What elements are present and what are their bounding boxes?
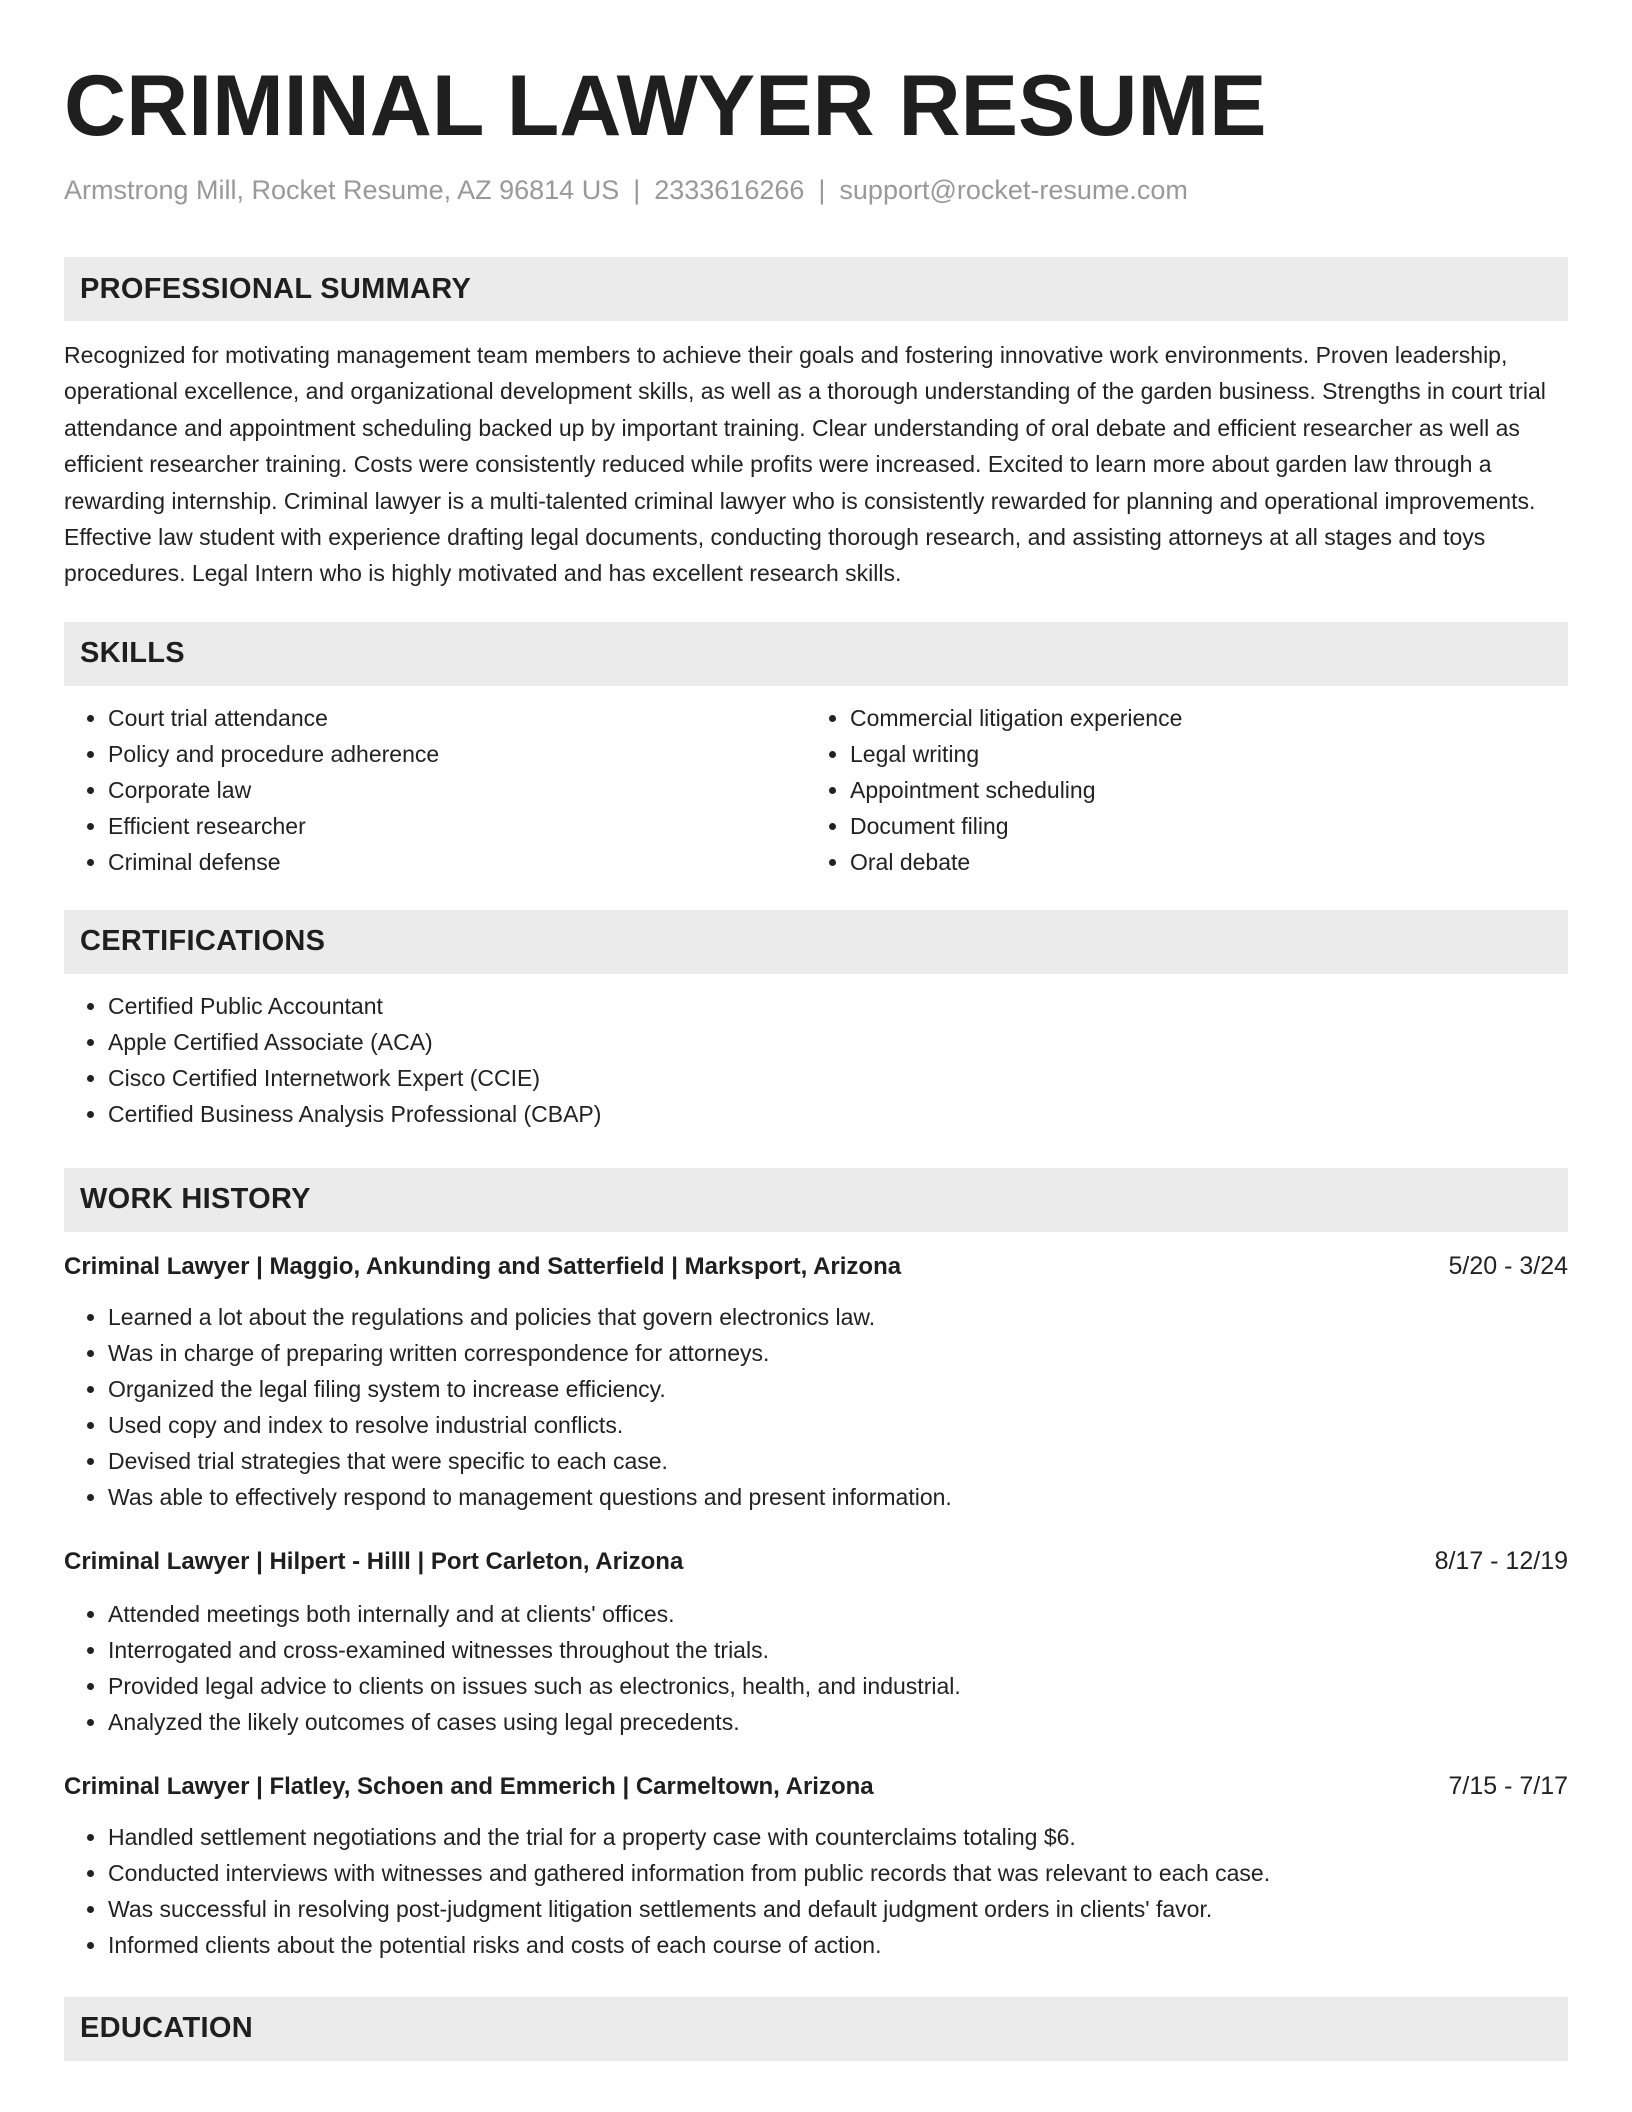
- skills-grid: [64, 700, 1568, 880]
- skills-list-right: [806, 700, 1548, 880]
- job-bullet: • Used copy and index to resolve industrial conflicts.: [108, 1407, 1568, 1443]
- skill-item: • Court trial attendance: [108, 700, 806, 736]
- skills-section-title: SKILLS: [80, 637, 185, 670]
- job-dates: 8/17 - 12/19: [1434, 1546, 1568, 1575]
- job-bullet: • Interrogated and cross-examined witnesses throughout the trials.: [108, 1632, 1568, 1668]
- summary-section-header: [64, 257, 1568, 321]
- job-bullet: • Was successful in resolving post-judgment litigation settlements and default judgment orders in clients' favor.: [108, 1891, 1568, 1927]
- job-bullet: • Analyzed the likely outcomes of cases using legal precedents.: [108, 1704, 1568, 1740]
- skill-item: • Efficient researcher: [108, 808, 806, 844]
- job-bullet: • Attended meetings both internally and at clients' offices.: [108, 1596, 1568, 1632]
- job-entry: [64, 1250, 1568, 1515]
- skills-section-header: [64, 622, 1568, 686]
- email: support@rocket-resume.com: [839, 175, 1188, 205]
- summary-section-title: PROFESSIONAL SUMMARY: [80, 272, 472, 305]
- job-heading: Criminal Lawyer | Flatley, Schoen and Emmerich | Carmeltown, Arizona: [64, 1772, 874, 1800]
- job-bullet: • Was in charge of preparing written correspondence for attorneys.: [108, 1335, 1568, 1371]
- job-bullet: • Organized the legal filing system to increase efficiency.: [108, 1371, 1568, 1407]
- contact-line: [64, 174, 1568, 206]
- job-header: [64, 1545, 1568, 1578]
- job-bullet: • Devised trial strategies that were specific to each case.: [108, 1443, 1568, 1479]
- certifications-section-header: [64, 910, 1568, 974]
- skills-list-left: [64, 700, 806, 880]
- certifications-list: [64, 988, 1568, 1132]
- skills-column-left: [64, 700, 806, 880]
- job-bullets: [64, 1596, 1568, 1740]
- contact-separator: |: [633, 175, 641, 205]
- skill-item: • Policy and procedure adherence: [108, 736, 806, 772]
- certification-item: • Certified Business Analysis Professional (CBAP): [108, 1096, 1568, 1132]
- skill-item: • Criminal defense: [108, 844, 806, 880]
- work-section-title: WORK HISTORY: [80, 1183, 311, 1216]
- work-section-header: [64, 1168, 1568, 1232]
- job-heading: Criminal Lawyer | Hilpert - Hilll | Port Carleton, Arizona: [64, 1547, 684, 1575]
- job-dates: 7/15 - 7/17: [1448, 1771, 1568, 1800]
- skill-item: • Corporate law: [108, 772, 806, 808]
- job-bullet: • Informed clients about the potential risks and costs of each course of action.: [108, 1927, 1568, 1963]
- skill-item: • Appointment scheduling: [850, 772, 1548, 808]
- resume-title: CRIMINAL LAWYER RESUME: [64, 58, 1267, 154]
- job-header: [64, 1250, 1568, 1283]
- job-bullets: [64, 1819, 1568, 1963]
- address: Armstrong Mill, Rocket Resume, AZ 96814 US: [64, 175, 620, 205]
- job-bullet: • Conducted interviews with witnesses and gathered information from public records that was relevant to each case.: [108, 1855, 1568, 1891]
- skills-column-right: [806, 700, 1548, 880]
- education-section-title: EDUCATION: [80, 2012, 253, 2045]
- phone: 2333616266: [654, 175, 805, 205]
- job-bullet: • Provided legal advice to clients on issues such as electronics, health, and industrial.: [108, 1668, 1568, 1704]
- job-dates: 5/20 - 3/24: [1448, 1251, 1568, 1280]
- certification-item: • Apple Certified Associate (ACA): [108, 1024, 1568, 1060]
- job-entry: [64, 1545, 1568, 1740]
- skill-item: • Oral debate: [850, 844, 1548, 880]
- skill-item: • Legal writing: [850, 736, 1548, 772]
- skill-item: • Document filing: [850, 808, 1548, 844]
- certifications-section-title: CERTIFICATIONS: [80, 925, 326, 958]
- contact-separator: |: [818, 175, 826, 205]
- job-bullet: • Was able to effectively respond to management questions and present information.: [108, 1479, 1568, 1515]
- job-heading: Criminal Lawyer | Maggio, Ankunding and Satterfield | Marksport, Arizona: [64, 1252, 902, 1280]
- education-section-header: [64, 1997, 1568, 2061]
- job-entry: [64, 1770, 1568, 1963]
- job-header: [64, 1770, 1568, 1803]
- skill-item: • Commercial litigation experience: [850, 700, 1548, 736]
- job-bullet: • Learned a lot about the regulations and policies that govern electronics law.: [108, 1299, 1568, 1335]
- job-bullets: [64, 1299, 1568, 1515]
- summary-text: Recognized for motivating management team members to achieve their goals and fostering innovative work environments. Proven leadership, operational excellence, and organizational development skills, as well as a thorough understanding of the garden business. Strengths in court trial attendance and appointment scheduling backed up by important training. Clear understanding of oral debate and efficient researcher as well as efficient researcher training. Costs were consistently reduced while profits were increased. Excited to learn more about garden law through a rewarding internship. Criminal lawyer is a multi-talented criminal lawyer who is consistently rewarded for planning and operational improvements. Effective law student with experience drafting legal documents, conducting thorough research, and assisting attorneys at all stages and toys procedures. Legal Intern who is highly motivated and has excellent research skills.: [64, 342, 1546, 587]
- certification-item: • Cisco Certified Internetwork Expert (CCIE): [108, 1060, 1568, 1096]
- certification-item: • Certified Public Accountant: [108, 988, 1568, 1024]
- job-bullet: • Handled settlement negotiations and the trial for a property case with counterclaims totaling $6.: [108, 1819, 1568, 1855]
